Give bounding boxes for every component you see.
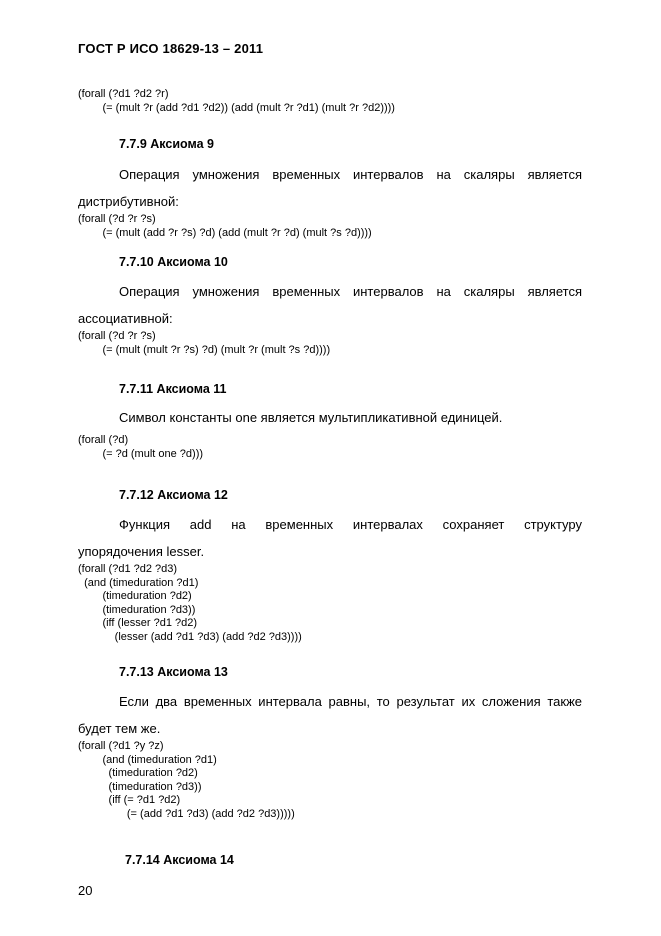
code-line: (forall (?d1 ?d2 ?d3) [78, 563, 178, 575]
section-heading-7-7-12: 7.7.12 Аксиома 12 [119, 488, 228, 502]
text-line: будет тем же. [78, 721, 161, 736]
section-text-7-7-13 [78, 688, 582, 742]
section-heading-7-7-11: 7.7.11 Аксиома 11 [119, 382, 227, 396]
code-line: (timeduration ?d2) [78, 590, 192, 603]
code-block-7-7-13 [78, 740, 295, 822]
text-line: Операция умножения временных интервалов на скаляры является [119, 167, 582, 182]
code-line: (forall (?d1 ?d2 ?r) [78, 88, 169, 100]
code-line: (timeduration ?d3)) [78, 603, 196, 616]
code-block-7-7-11 [78, 434, 203, 461]
section-text-7-7-10 [78, 278, 582, 332]
code-line: (= (mult (add ?r ?s) ?d) (add (mult ?r ?d) (mult ?s ?d)))) [78, 226, 372, 239]
section-heading-7-7-14: 7.7.14 Аксиома 14 [125, 853, 234, 867]
code-line: (iff (= ?d1 ?d2) [78, 794, 181, 807]
section-heading-7-7-9: 7.7.9 Аксиома 9 [119, 137, 214, 151]
page-number: 20 [78, 883, 93, 898]
code-line: (= (add ?d1 ?d3) (add ?d2 ?d3))))) [78, 807, 295, 820]
code-line: (iff (lesser ?d1 ?d2) [78, 617, 198, 630]
code-line: (= (mult (mult ?r ?s) ?d) (mult ?r (mult ?s ?d)))) [78, 343, 331, 356]
code-line: (timeduration ?d2) [78, 767, 198, 780]
code-line: (forall (?d ?r ?s) [78, 330, 156, 342]
code-block-7-7-12 [78, 563, 302, 645]
code-line: (and (timeduration ?d1) [78, 576, 199, 589]
document-header: ГОСТ Р ИСО 18629-13 – 2011 [78, 41, 264, 56]
code-line: (forall (?d) [78, 434, 129, 446]
text-line: ассоциативной: [78, 311, 173, 326]
code-line: (timeduration ?d3)) [78, 780, 202, 793]
code-block-7-7-10 [78, 330, 330, 357]
text-line: Операция умножения временных интервалов на скаляры является [119, 284, 582, 299]
text-line: Функция add на временных интервалах сохраняет структуру [119, 517, 582, 532]
code-line: (= ?d (mult one ?d))) [78, 447, 204, 460]
code-line: (forall (?d1 ?y ?z) [78, 740, 164, 752]
section-text-7-7-11: Символ константы one является мультипликативной единицей. [119, 410, 503, 425]
section-heading-7-7-13: 7.7.13 Аксиома 13 [119, 665, 228, 679]
code-line: (forall (?d ?r ?s) [78, 213, 156, 225]
code-line: (= (mult ?r (add ?d1 ?d2)) (add (mult ?r ?d1) (mult ?r ?d2)))) [78, 101, 395, 114]
section-heading-7-7-10: 7.7.10 Аксиома 10 [119, 255, 228, 269]
code-line: (lesser (add ?d1 ?d3) (add ?d2 ?d3)))) [78, 630, 302, 643]
text-line: Если два временных интервала равны, то результат их сложения также [119, 694, 582, 709]
code-line: (and (timeduration ?d1) [78, 753, 217, 766]
section-text-7-7-9 [78, 161, 582, 215]
code-block-top [78, 88, 395, 115]
text-line: упорядочения lesser. [78, 544, 205, 559]
text-line: дистрибутивной: [78, 194, 179, 209]
section-text-7-7-12 [78, 511, 582, 565]
code-block-7-7-9 [78, 213, 372, 240]
